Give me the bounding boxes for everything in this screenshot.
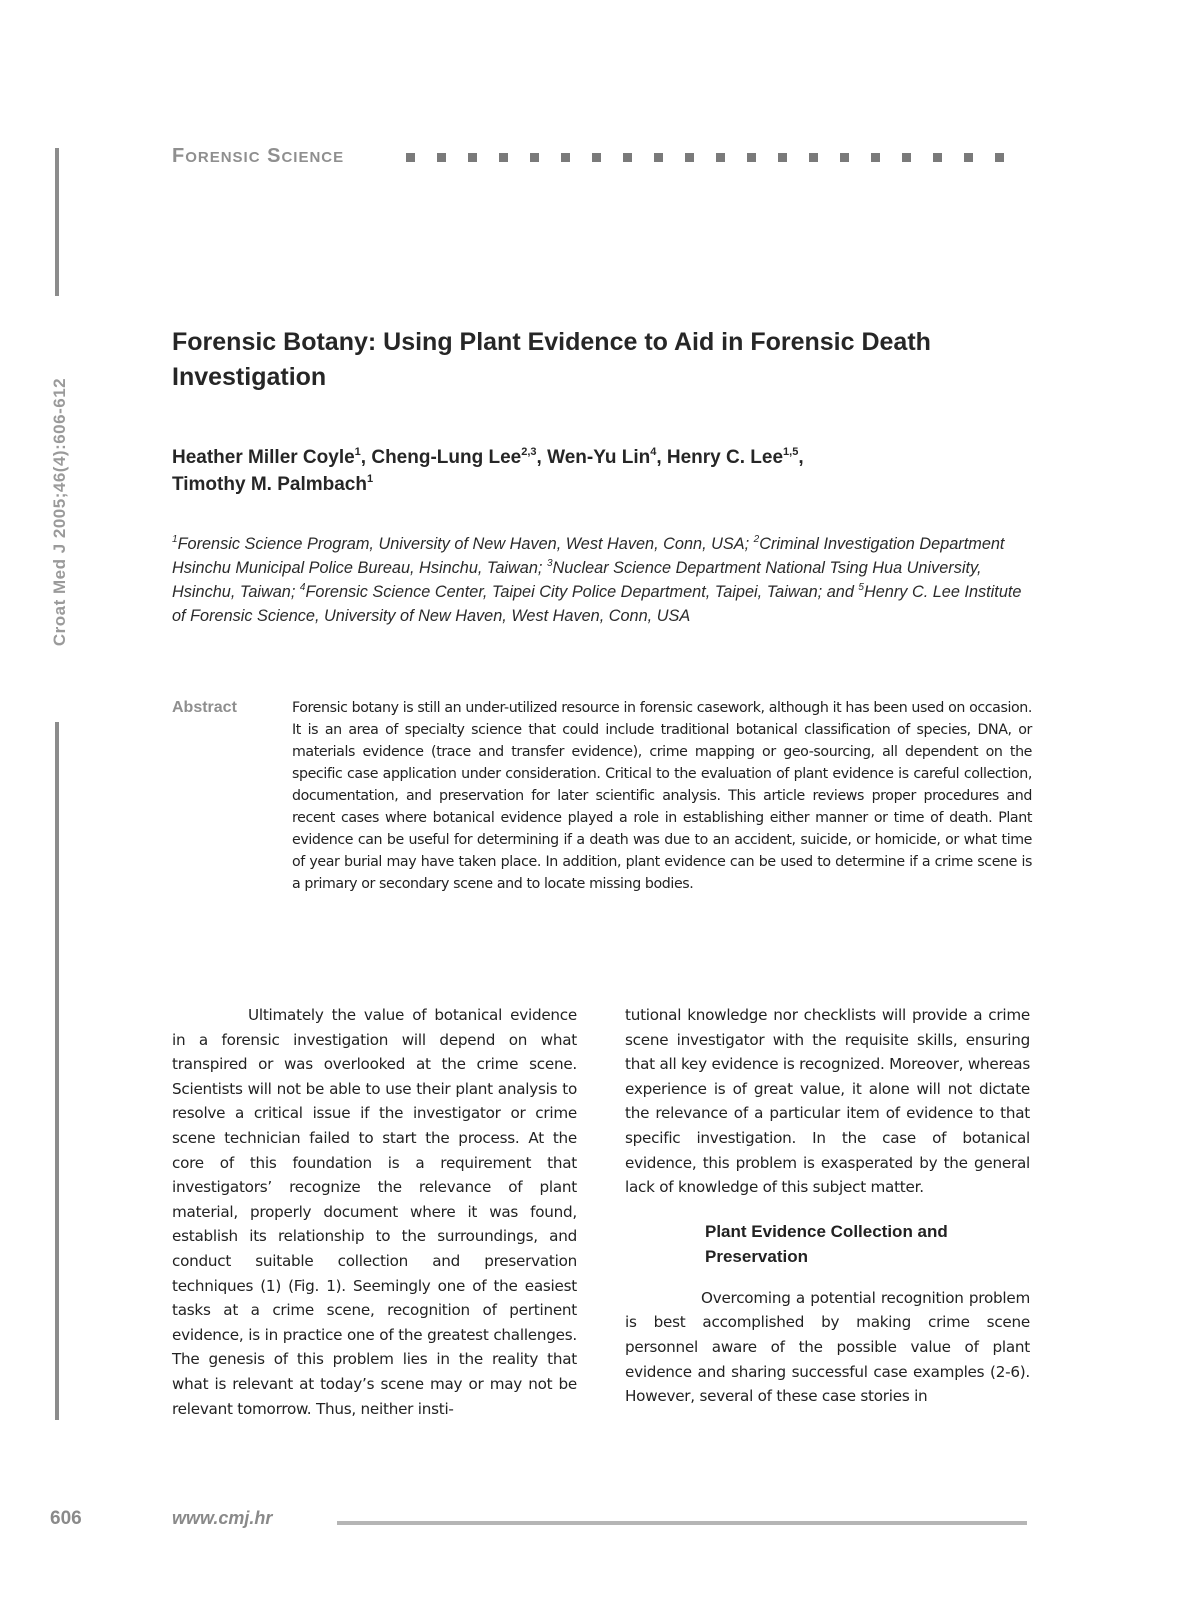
affiliation-text: Forensic Science Program, University of New Haven, West Haven, Conn, USA; <box>177 535 754 553</box>
page-number: 606 <box>50 1508 82 1529</box>
affiliation-number: 2 <box>753 534 760 545</box>
footer-rule <box>337 1521 1027 1525</box>
affiliation-number: 4 <box>299 582 306 593</box>
affiliation-text: Criminal Investigation Department Hsinchu Municipal Police Bureau, Hsinchu, Taiwan; <box>172 535 1005 577</box>
divider-square <box>902 153 911 162</box>
section-word2-initial: S <box>267 145 282 167</box>
affiliation-number: 1 <box>172 534 178 545</box>
divider-square <box>995 153 1004 162</box>
affiliation-text: Nuclear Science Department National Tsing Hua University, Hsinchu, Taiwan; <box>172 559 982 601</box>
divider-square <box>809 153 818 162</box>
divider-square <box>530 153 539 162</box>
margin-rule-top <box>55 148 59 296</box>
divider-square <box>871 153 880 162</box>
section-divider-squares <box>406 153 1026 165</box>
journal-citation: Croat Med J 2005;46(4):606-612 <box>50 377 69 647</box>
author-name: Henry C. Lee <box>666 447 784 468</box>
author-affiliation-number: 1 <box>354 446 361 458</box>
section-subheading: Plant Evidence Collection and Preservation <box>705 1221 948 1266</box>
author-name: Timothy M. Palmbach <box>172 474 367 495</box>
divider-square <box>468 153 477 162</box>
divider-square <box>654 153 663 162</box>
author-affiliation-number: 1 <box>366 473 374 485</box>
author-separator: , <box>360 447 372 468</box>
section-word1-rest: ORENSIC <box>185 149 261 166</box>
body-paragraph: Ultimately the value of botanical evidence in a forensic investigation will depend on what transpired or was overlooked at the crime scene. Scientists will not be able to use their plant analysis to resolve a critical issue if the investigator or crime scene technician failed to start the process. At the core of this foundation is a requirement that investigators’ recognize the relevance of plant material, properly document where it was found, establish its relationship to the surroundings, and conduct suitable collection and preservation techniques (1) (Fig. 1). Seemingly one of the easiest tasks at a crime scene, recognition of pertinent evidence, is in practice one of the greatest challenges. The genesis of this problem lies in the reality that what is relevant at today’s scene may or may not be relevant tomorrow. Thus, neither insti- <box>172 1006 577 1418</box>
divider-square <box>747 153 756 162</box>
divider-square <box>778 153 787 162</box>
author-separator: , <box>798 447 804 468</box>
section-word2-rest: CIENCE <box>281 149 345 166</box>
body-paragraph: Overcoming a potential recognition problem is best accomplished by making crime scene personnel aware of the possible value of plant evidence and sharing successful case examples (2-6). However, several of these case stories in <box>625 1288 1030 1406</box>
divider-square <box>716 153 725 162</box>
journal-website: www.cmj.hr <box>172 1508 273 1528</box>
article-title: Forensic Botany: Using Plant Evidence to Aid in Forensic Death Investigation <box>172 328 931 391</box>
divider-square <box>406 153 415 162</box>
margin-rule-bottom <box>55 722 59 1420</box>
abstract-label: Abstract <box>172 699 237 716</box>
author-name: Heather Miller Coyle <box>172 447 355 468</box>
divider-square <box>592 153 601 162</box>
author-name: Wen-Yu Lin <box>547 447 651 468</box>
divider-square <box>933 153 942 162</box>
divider-square <box>561 153 570 162</box>
divider-square <box>964 153 973 162</box>
author-affiliation-number: 2,3 <box>521 446 537 458</box>
author-list <box>172 444 1032 498</box>
affiliation-number: 3 <box>546 558 553 569</box>
author-affiliation-number: 4 <box>650 446 657 458</box>
author-name: Cheng-Lung Lee <box>371 447 522 468</box>
affiliation-text: Henry C. Lee Institute of Forensic Science, University of New Haven, West Haven, Conn, USA <box>172 583 1022 625</box>
divider-square <box>499 153 508 162</box>
body-paragraph: tutional knowledge nor checklists will provide a crime scene investigator with the requisite skills, ensuring that all key evidence is recognized. Moreover, whereas experience is of great value, it alone will not dictate the relevance of a particular item of evidence to that specific investigation. In the case of botanical evidence, this problem is exasperated by the general lack of knowledge of this subject matter. <box>625 1006 1030 1197</box>
body-column-right <box>625 1003 1030 1409</box>
author-separator: , <box>536 447 548 468</box>
section-label <box>172 145 344 168</box>
affiliations <box>172 532 1032 628</box>
author-affiliation-number: 1,5 <box>783 446 799 458</box>
abstract-text: Forensic botany is still an under-utilized resource in forensic casework, although it has been used on occasion. It is an area of specialty science that could include traditional botanical classification of species, DNA, or materials evidence (trace and transfer evidence), crime mapping or geo-sourcing, all dependent on the specific case application under consideration. Critical to the evaluation of plant evidence is careful collection, documentation, and preservation for later scientific analysis. This article reviews proper procedures and recent cases where botanical evidence played a role in establishing either manner or time of death. Plant evidence can be useful for determining if a death was due to an accident, suicide, or homicide, or what time of year burial may have taken place. In addition, plant evidence can be used to determine if a crime scene is a primary or secondary scene and to locate missing bodies. <box>292 700 1032 892</box>
section-word1-initial: F <box>172 145 186 167</box>
divider-square <box>437 153 446 162</box>
divider-square <box>685 153 694 162</box>
divider-square <box>840 153 849 162</box>
divider-square <box>623 153 632 162</box>
affiliation-text: Forensic Science Center, Taipei City Police Department, Taipei, Taiwan; and <box>305 583 859 601</box>
author-separator: , <box>656 447 667 468</box>
body-column-left <box>172 1003 577 1421</box>
affiliation-number: 5 <box>858 582 864 593</box>
